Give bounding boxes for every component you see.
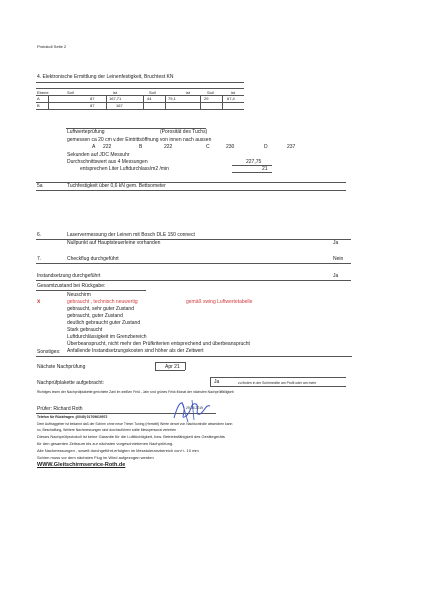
table-cell: 79,1 xyxy=(168,96,176,101)
section5-method: (Porosität des Tuchs) xyxy=(160,129,208,135)
page-label: Protokoll Seite 2 xyxy=(37,44,67,49)
table-cell: 87 xyxy=(90,103,95,108)
letter-d: D xyxy=(264,144,268,150)
table-cell: 167 xyxy=(116,103,123,108)
permeability-label: entsprechen Liter Luftdurchlass/m2 /min xyxy=(80,166,169,172)
average-label: Durchschnittswert aus 4 Messungen xyxy=(67,159,148,165)
permeability-value: 21 xyxy=(262,166,268,172)
disclaimer-line: Schirm muss vor dem nächsten Flug im Wind aufgezogen werden xyxy=(37,455,154,460)
section7-title: Checkflug durchgeführt xyxy=(67,256,119,262)
disclaimer-line: Dieses Nachprüfprotokoll ist keine Garantie für die Lufttüchtigkeit, bzw. Betriebsfähigkeit des Gerätegeräts xyxy=(37,434,225,439)
table-row-label: A xyxy=(37,96,40,101)
section6-value: Ja xyxy=(333,240,339,246)
phone: Telefon für Rückfragen ;(0049) 01709619972 xyxy=(37,415,108,419)
inspector: Prüfer: Richard Roth xyxy=(37,406,83,412)
table-header-soll-1: Soll xyxy=(67,90,74,95)
table-header-soll-2: Soll xyxy=(149,90,156,95)
option-deutlich: deutlich gebraucht guter Zustand xyxy=(67,320,141,326)
value-d: 237 xyxy=(287,144,296,150)
section7-value: Nein xyxy=(333,256,344,262)
section4-heading: 4. Elektronische Ermittlung der Leinenfestigkeit, Bruchtest KN xyxy=(37,74,174,80)
disclaimer-line: für den gesamten Zeitraum bis zur nächsten vorgeschriebenen Nachprüfung. xyxy=(37,441,174,446)
repair-title: Instandsetzung durchgeführt xyxy=(37,273,101,279)
section6-line2: Nullpunkt auf Hauptsteuerleine vorhanden xyxy=(67,240,161,246)
average-value: 227,75 xyxy=(246,159,262,165)
repair-value: Ja xyxy=(333,273,339,279)
inspection-date: 29.05.2019 xyxy=(186,406,203,410)
option-technisch-neuwertig: gebraucht , technisch neuwertig xyxy=(67,299,138,305)
section5-measured-line: gemessen ca 20 cm v.der Eintrittsöffnung von innen nach aussen xyxy=(67,137,212,143)
overall-title: Gesamtzustand bei Rückgabe: xyxy=(37,283,106,289)
option-neuschirm: Neuschirm xyxy=(67,292,91,298)
sticker-note: zu finden in der Schirmmitte am Profil oder am mehr xyxy=(238,381,317,385)
table-row-label: B xyxy=(37,103,40,108)
overall-note: gemäß swing Luftwertetabelle xyxy=(186,299,253,305)
section5-title: Luftwerteprüfung xyxy=(67,129,105,135)
section6-title: Laservermessung der Leinen mit Bosch DLE 150 connect xyxy=(67,232,195,238)
table-cell: 87 xyxy=(90,96,95,101)
disclaimer-line: Dem Auftraggeber ist bekannt daß der Schirm ohne neue Trimm Tuning (Herstell) Werte derart von Nachkontrolle abweichen kann xyxy=(37,422,233,426)
next-check-label: Nächste Nachprüfung xyxy=(37,364,86,370)
table-header-ist-3: ist xyxy=(231,90,235,95)
next-check-value: Apr 21 xyxy=(165,364,180,370)
table-header-soll-3: Soll xyxy=(207,90,214,95)
website-link[interactable]: WWW.Gleitschirmservice-Roth.de xyxy=(37,462,126,468)
table-header-ebene: Ebene xyxy=(37,90,49,95)
selected-mark: x xyxy=(37,299,41,305)
seconds-line: Sekunden auf JDC Messuhr xyxy=(67,152,130,158)
section6-label: 6. xyxy=(37,232,42,238)
letter-b: B xyxy=(139,144,143,150)
section7-label: 7. xyxy=(37,256,42,262)
table-cell: 67,4 xyxy=(227,96,235,101)
table-cell: 167,71 xyxy=(109,96,122,101)
option-sehr-gut: gebraucht, sehr guter Zustand xyxy=(67,306,134,312)
sticker-value: Ja xyxy=(214,379,220,385)
section5a-text: Tuchfestigkeit über 0,6 kN gem. Bettsometer xyxy=(67,183,166,189)
table-cell: 29 xyxy=(204,96,209,101)
option-ueberbeansprucht: Überbeansprucht, nicht mehr den Prüfkriterien entsprechend und überbeansprucht xyxy=(67,341,250,347)
table-header-ist-2: ist xyxy=(186,90,190,95)
disclaimer-line: Alle Nachmessungen , soweit durchgeführt,erfolgten im Messtoleranzbereich von+/- 10 mm xyxy=(37,448,199,453)
value-a: 222 xyxy=(103,144,112,150)
section5a-label: 5a xyxy=(37,183,43,189)
letter-a: A xyxy=(92,144,96,150)
sticker-label: Nachprüfplakette aufgebracht: xyxy=(37,380,104,386)
table-header-ist-1: ist xyxy=(113,90,117,95)
sticker-small-note: Richtiges lesen der Nachprüfplakette:gerichtete Zahl im weißen Feld - Jahr und grünes Feld=Monat der nächsten Nachprüffälligkeit xyxy=(37,390,234,394)
value-c: 230 xyxy=(226,144,235,150)
option-stark: Stark gebraucht xyxy=(67,327,103,333)
option-zeitwert: Anfallende Instandsetzungskosten sind höher als der Zeitwert xyxy=(67,348,204,354)
letter-c: C xyxy=(206,144,210,150)
disclaimer-line: so, Beschaffung, Weitere Nachmessungen sind durchzuführen sollte Messpersonal vertreten xyxy=(37,428,177,432)
sonstiges-label: Sonstiges: xyxy=(37,349,61,355)
option-grenzbereich: Luftdurchlässigkeit im Grenzbereich xyxy=(67,334,147,340)
option-gut: gebraucht, guter Zustand xyxy=(67,313,123,319)
table-cell: 44 xyxy=(147,96,152,101)
value-b: 222 xyxy=(164,144,173,150)
